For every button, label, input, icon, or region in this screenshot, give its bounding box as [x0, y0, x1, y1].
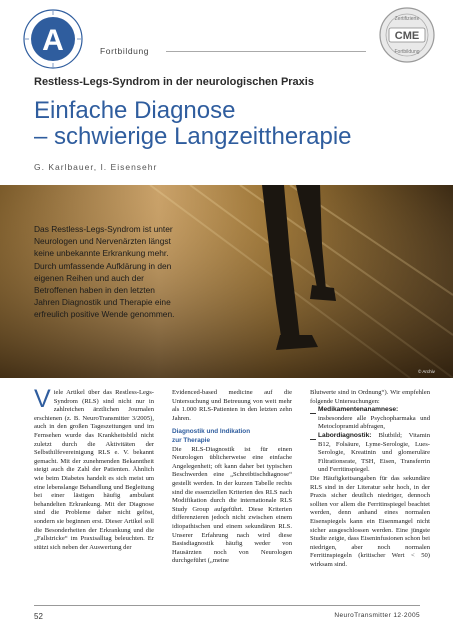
article-teaser: Das Restless-Legs-Syndrom ist unter Neurologen und Nervenärzten längst keine unbekannte Erkrankung mehr. Durch umfassende Aufklärung in den eigenen Reihen und auch der Betroffenen haben in den letzten Jahren Diagnostik und Therapie eine erfreulich positive Wende genommen.	[34, 224, 175, 320]
list-item	[310, 406, 430, 432]
journal-issue: NeuroTransmitter 12·2005	[334, 612, 420, 619]
article-title	[34, 98, 434, 150]
column-1-text: iele Artikel über das Restless-Legs-Syndrom (RLS) sind nicht nur in zahlreichen ärztlichen Journalen erschienen (z. B. NeuroTransmitter 3/2005), auch in den großen Tageszeitungen und im Fernsehen wurde das Krankheitsbild nicht zuletzt durch die Aktivitäten der Selbsthilfevereinigung RLS e. V. bekannt gemacht. Mit der zunehmenden Bekanntheit steigt auch die Zahl der Patienten. Ähnlich wie beim Diabetes handelt es sich meist um eine lebenslange Behandlung und Begleitung bei einer lästigen häufig ambulant behandelten Erkrankung. Mit der Diagnose sind die Probleme daher nicht gelöst, sondern sie beginnen erst. Dieser Artikel soll die Besonderheiten der Erkrankung und die „Fallstricke“ im Praxisalltag beleuchten. Er stützt sich neben der Auswertung der	[34, 389, 154, 551]
subheading-line-2: zur Therapie	[172, 436, 210, 444]
cme-main-text: CME	[394, 30, 420, 42]
cme-top-text: Zertifizierte	[394, 16, 420, 22]
section-divider	[166, 51, 366, 52]
list-item-text: Blutbild; Vitamin B12, Folsäure, Lyme-Serologie, Lues-Serologie, Kreatinin und glomeruläre Filtrationsrate, TSH, Eisen, Transferrin und Ferritinspiegel.	[318, 431, 430, 474]
journal-seal-logo	[22, 8, 84, 70]
subheading-line-1: Diagnostik und Indikation	[172, 428, 251, 436]
section-label: Fortbildung	[100, 46, 150, 56]
title-line-2: – schwierige Langzeittherapie	[34, 123, 352, 150]
column-3-text: Die Häufigkeitsangaben für das sekundäre RLS sind in der Literatur sehr hoch, in der Praxis sicher deutlich niedriger, dennoch sollten vor allem die Ferritinspiegel beachtet werden, denn anhand eines normalen Eisenspiegels kann ein Eisenmangel nicht sicher ausgeschlossen werden. Eine jüngste Studie zeigte, dass Eiseninfusionen schon bei niedrigen, aber noch normalen Ferritinspiegeln (kritischer Wert < 50) wirksam sind.	[310, 474, 430, 568]
photo-credit: © Archiv	[418, 369, 435, 374]
list-item-label: Labordiagnostik:	[318, 431, 372, 439]
column-3-intro: Blutwerte sind in Ordnung“). Wir empfehlen folgende Untersuchungen:	[310, 389, 430, 405]
cme-bottom-text: Fortbildung	[394, 49, 420, 55]
column-2-text: Die RLS-Diagnostik ist für einen Neurologen üblicherweise eine einfache Angelegenheit; oft kann daher bei typischen Beschwerden eine „Schreibtischdiagnose“ gestellt werden. In der kurzen Tabelle rechts sind die essenziellen Kriterien des RLS nach Modifikation durch die internationale RLS Study Group aufgeführt. Diese Kriterien differenzieren jedoch nicht zwischen einem idiopathischen und einem sekundären RLS. Unserer Erfahrung nach wird diese Basisdiagnostik häufig weder von Hausärzten noch von Neurologen durchgeführt („meine	[172, 445, 292, 565]
article-authors: G. Karlbauer, I. Eisensehr	[34, 162, 158, 172]
footer-divider	[34, 605, 420, 606]
list-item-label: Medikamentenanamnese:	[318, 406, 399, 414]
title-line-1: Einfache Diagnose	[34, 97, 236, 124]
list-item	[310, 432, 430, 475]
drop-cap: V	[34, 385, 51, 413]
body-column-1	[34, 385, 154, 552]
svg-text:A: A	[42, 24, 64, 57]
column-2-intro: Evidenced-based medicine auf die Untersuchung und Betreuung von weit mehr als 1.000 RLS-Patienten in den letzten zehn Jahren.	[172, 389, 292, 422]
page-number: 52	[34, 612, 43, 621]
body-column-2	[172, 389, 292, 566]
article-kicker: Restless-Legs-Syndrom in der neurologischen Praxis	[34, 76, 314, 88]
cme-certification-badge	[378, 6, 436, 64]
list-item-text: insbesondere alle Psychopharmaka und Metoclopramid abfragen,	[318, 414, 430, 431]
body-column-3	[310, 389, 430, 569]
